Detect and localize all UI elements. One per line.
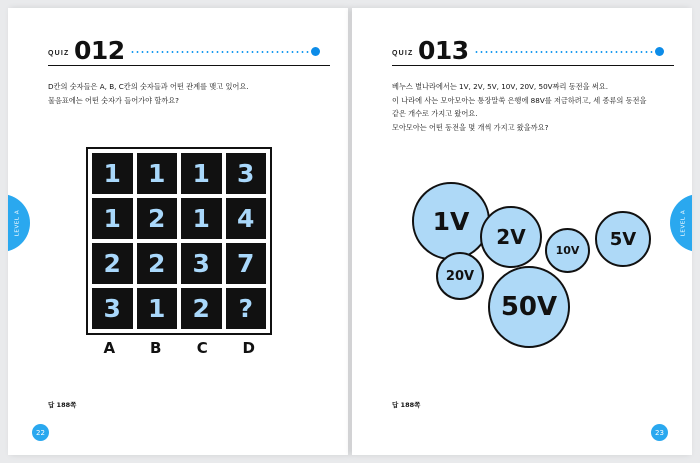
right-level-tab-label: LEVEL A bbox=[680, 209, 686, 237]
coin: 50V bbox=[488, 266, 570, 348]
right-quiz-number: 013 bbox=[418, 36, 469, 65]
grid-cell: 2 bbox=[137, 243, 178, 284]
right-question-line: 이 나라에 사는 모아모아는 통장말쑥 은행에 88V를 저금하려고, 세 종류의 동전을 bbox=[392, 95, 647, 105]
grid-cell: 2 bbox=[181, 288, 222, 329]
right-page bbox=[352, 8, 692, 455]
right-question-line: 모아모아는 어떤 동전을 몇 개씩 가지고 왔을까요? bbox=[392, 122, 549, 132]
left-dot-end-marker bbox=[311, 47, 320, 56]
left-page-number: 22 bbox=[32, 424, 49, 441]
coin: 2V bbox=[480, 206, 542, 268]
right-question-line: 같은 개수로 가지고 왔어요. bbox=[392, 109, 478, 118]
grid-cell: 1 bbox=[92, 198, 133, 239]
left-level-tab-label: LEVEL A bbox=[14, 209, 20, 237]
left-page bbox=[8, 8, 348, 455]
left-question-line: D칸의 숫자들은 A, B, C칸의 숫자들과 어떤 관계를 맺고 있어요. bbox=[48, 82, 249, 91]
left-answer-note: 답 188쪽 bbox=[48, 401, 77, 409]
grid-column-label: B bbox=[150, 339, 162, 357]
coin: 10V bbox=[545, 228, 590, 273]
right-page-number: 23 bbox=[651, 424, 668, 441]
grid-cell: 1 bbox=[181, 153, 222, 194]
left-quiz-word: QUIZ bbox=[48, 50, 70, 57]
grid-cell: 3 bbox=[181, 243, 222, 284]
right-quiz-word: QUIZ bbox=[392, 50, 414, 57]
grid-column-labels bbox=[86, 339, 272, 357]
grid-column-label: C bbox=[196, 339, 208, 357]
coin: 5V bbox=[595, 211, 651, 267]
coin-diagram bbox=[352, 8, 692, 455]
left-quiz-number: 012 bbox=[74, 36, 125, 65]
grid-cell: 2 bbox=[137, 198, 178, 239]
left-level-tab bbox=[8, 194, 30, 252]
left-question-line: 물음표에는 어떤 숫자가 들어가야 할까요? bbox=[48, 95, 179, 105]
grid-cell: 4 bbox=[226, 198, 267, 239]
grid-column-label: D bbox=[242, 339, 255, 357]
grid-cell: 7 bbox=[226, 243, 267, 284]
grid-cell-unknown: ? bbox=[226, 288, 267, 329]
grid-cell: 2 bbox=[92, 243, 133, 284]
grid-cell: 1 bbox=[92, 153, 133, 194]
coin: 1V bbox=[412, 182, 490, 260]
grid-column-label: A bbox=[103, 339, 116, 357]
right-question-line: 베누스 별나라에서는 1V, 2V, 5V, 10V, 20V, 50V짜리 동전을 써요. bbox=[392, 82, 609, 91]
coin: 20V bbox=[436, 252, 484, 300]
left-dotted-rule bbox=[130, 51, 312, 53]
right-answer-note: 답 188쪽 bbox=[392, 401, 421, 409]
grid-cell: 1 bbox=[181, 198, 222, 239]
grid-cell: 1 bbox=[137, 288, 178, 329]
grid-cell: 1 bbox=[137, 153, 178, 194]
number-grid bbox=[86, 147, 272, 335]
grid-cell: 3 bbox=[226, 153, 267, 194]
left-quiz-header bbox=[48, 36, 330, 66]
left-question-text bbox=[48, 80, 324, 107]
left-header-rule bbox=[48, 65, 330, 66]
grid-cell: 3 bbox=[92, 288, 133, 329]
